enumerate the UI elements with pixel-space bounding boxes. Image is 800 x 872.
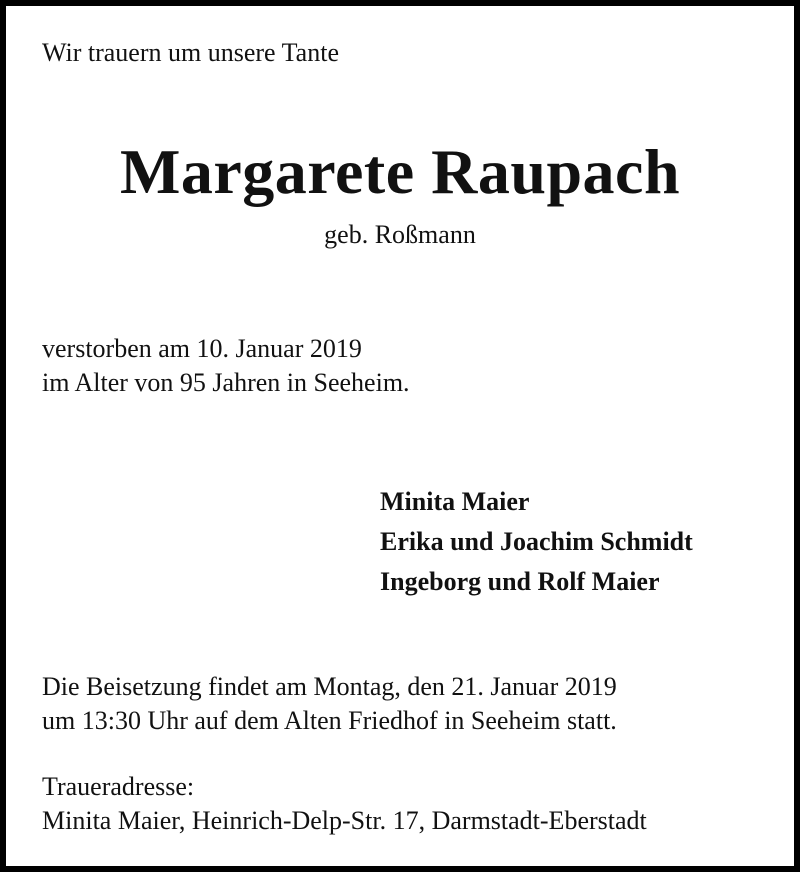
deceased-name: Margarete Raupach [119,136,681,207]
address-label: Traueradresse: [42,772,195,801]
intro-text: Wir trauern um unsere Tante [42,38,339,67]
address-line: Minita Maier, Heinrich-Delp-Str. 17, Darmstadt-Eberstadt [42,806,647,835]
mourner-name: Minita Maier [380,487,530,516]
funeral-line: um 13:30 Uhr auf dem Alten Friedhof in Seeheim statt. [42,706,617,735]
funeral-line: Die Beisetzung findet am Montag, den 21. Januar 2019 [42,672,617,701]
death-date-line: verstorben am 10. Januar 2019 [42,334,362,363]
birth-name: geb. Roßmann [324,220,476,249]
mourner-name: Ingeborg und Rolf Maier [380,567,660,596]
mourners-list [380,482,693,602]
mourner-name: Erika und Joachim Schmidt [380,527,693,556]
age-place-line: im Alter von 95 Jahren in Seeheim. [42,368,410,397]
